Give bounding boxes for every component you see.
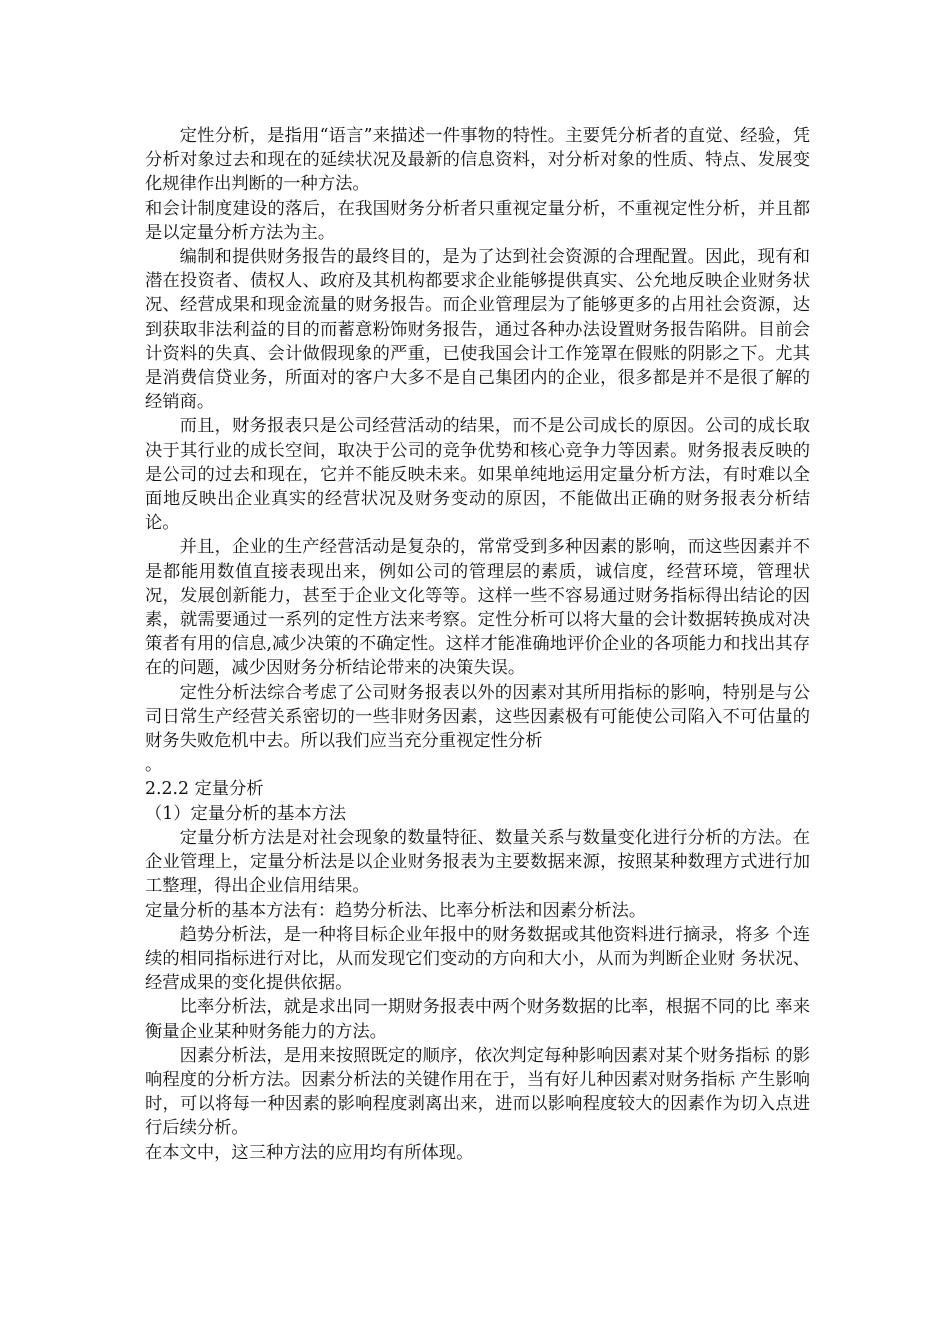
paragraph-trend-analysis: 趋势分析法，是一种将目标企业年报中的财务数据或其他资料进行摘录，将多 个连续的相同指标进行对比，从而发现它们变动的方向和大小，从而为判断企业财 务状况、经营成果的变化提供依据。 [145, 924, 810, 994]
paragraph-factor-analysis: 因素分析法，是用来按照既定的顺序，依次判定每种影响因素对某个财务指标 的影响程度的分析方法。因素分析法的关键作用在于，当有好儿种因素对财务指标 产生影响时，可以将每一种因素的影响程度剥离出来，进而以影响程度较大的因素作为切入点进行后续分析。 [145, 1045, 810, 1139]
paragraph-basic-methods: 定量分析的基本方法有：趋势分析法、比率分析法和因素分析法。 [145, 900, 647, 921]
section-heading: 2.2.2 定量分析 [145, 779, 264, 800]
paragraph-financial-report-purpose: 编制和提供财务报告的最终目的，是为了达到社会资源的合理配置。因此，现有和潜在投资者、债权人、政府及其机构都要求企业能够提供真实、公允地反映企业财务状况、经营成果和现金流量的财务报告。而企业管理层为了能够更多的占用社会资源，达到获取非法利益的目的而蓄意粉饰财务报告，通过各种办法设置财务报告陷阱。目前会计资料的失真、会计做假现象的严重，已使我国会计工作笼罩在假账的阴影之下。尤其是消费信贷业务，所面对的客户大多不是自己集团内的企业，很多都是并不是很了解的经销商。 [145, 247, 810, 413]
subsection-heading: （1）定量分析的基本方法 [145, 803, 347, 824]
paragraph-qualitative-definition: 定性分析，是指用“语言”来描述一件事物的特性。主要凭分析者的直觉、经验，凭分析对象过去和现在的延续状况及最新的信息资料，对分析对象的性质、特点、发展变化规律作出判断的一种方法。 [145, 126, 810, 195]
paragraph-complex-factors: 并且，企业的生产经营活动是复杂的，常常受到多种因素的影响，而这些因素并不是都能用数值直接表现出来，例如公司的管理层的素质，诚信度，经营环境，管理状况，发展创新能力，甚至于企业文化等等。这样一些不容易通过财务指标得出结论的因素，就需要通过一系列的定性方法来考察。定性分析可以将大量的会计数据转换成对决策者有用的信息,减少决策的不确定性。这样才能准确地评价企业的各项能力和找出其存在的问题，减少因财务分析结论带来的决策失误。 [145, 537, 810, 679]
paragraph-quantitative-definition: 定量分析方法是对社会现象的数量特征、数量关系与数量变化进行分析的方法。在企业管理上，定量分析法是以企业财务报表为主要数据来源，按照某种数理方式进行加工整理，得出企业信用结果。 [145, 827, 810, 897]
paragraph-conclusion: 在本文中，这三种方法的应用均有所体现。 [145, 1142, 474, 1163]
document-body [145, 124, 810, 1165]
paragraph-qualitative-importance: 定性分析法综合考虑了公司财务报表以外的因素对其所用指标的影响，特别是与公司日常生产经营关系密切的一些非财务因素，这些因素极有可能使公司陷入不可估量的财务失败危机中去。所以我们应当充分重视定性分析 [145, 682, 810, 752]
paragraph-period: 。 [145, 755, 163, 776]
paragraph-ratio-analysis: 比率分析法，就是求出同一期财务报表中两个财务数据的比率，根据不同的比 率来衡量企业某种财务能力的方法。 [145, 997, 810, 1042]
paragraph-financial-statement-limits: 而且，财务报表只是公司经营活动的结果，而不是公司成长的原因。公司的成长取决于其行业的成长空间，取决于公司的竞争优势和核心竞争力等因素。财务报表反映的是公司的过去和现在，它并不能反映未来。如果单纯地运用定量分析方法，有时难以全面地反映出企业真实的经营状况及财务变动的原因，不能做出正确的财务报表分析结论。 [145, 416, 810, 534]
paragraph-accounting-system: 和会计制度建设的落后，在我国财务分析者只重视定量分析，不重视定性分析，并且都是以定量分析方法为主。 [145, 198, 810, 243]
